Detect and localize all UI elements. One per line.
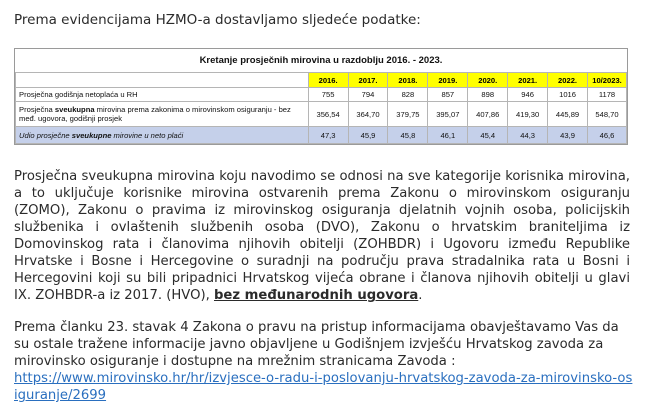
paragraph-end: . bbox=[418, 288, 423, 303]
table-cell: 1178 bbox=[588, 88, 627, 102]
table-cell: 946 bbox=[508, 88, 548, 102]
table-cell: 364,70 bbox=[348, 102, 388, 127]
table-cell: 43,9 bbox=[548, 127, 588, 144]
label-part: Udio prosječne bbox=[19, 130, 72, 140]
table-cell: 395,07 bbox=[428, 102, 468, 127]
row-label bbox=[16, 102, 309, 127]
label-emphasis: sveukupne bbox=[71, 130, 112, 140]
table-cell: 407,86 bbox=[468, 102, 508, 127]
year-header: 2020. bbox=[468, 73, 508, 88]
table-cell: 46,1 bbox=[428, 127, 468, 144]
table-cell: 45,9 bbox=[348, 127, 388, 144]
data-table bbox=[15, 72, 627, 144]
year-header: 2018. bbox=[388, 73, 428, 88]
label-part: mirovine u neto plaći bbox=[111, 130, 184, 140]
year-header: 2021. bbox=[508, 73, 548, 88]
table-cell: 356,54 bbox=[308, 102, 348, 127]
label-emphasis: sveukupna bbox=[54, 105, 95, 114]
paragraph-info-access: Prema članku 23. stavak 4 Zakona o pravu na pristup informacijama obavještavamo Vas da su ostale tražene informacije javno objavljene u Godišnjem izvješću Hrvatskog zavoda za mirovinsko osiguranje i dostupne na mrežnim stranicama Zavoda : bbox=[14, 320, 619, 369]
table-cell: 47,3 bbox=[308, 127, 348, 144]
label-part: mirovina prema zakonima o mirovinskom osiguranju - bez međ. ugovora, godišnji prosjek bbox=[19, 105, 291, 123]
table-row-highlight bbox=[16, 127, 627, 144]
table-cell: 755 bbox=[308, 88, 348, 102]
table-cell: 46,6 bbox=[588, 127, 627, 144]
year-header: 10/2023. bbox=[588, 73, 627, 88]
table-row bbox=[16, 102, 627, 127]
year-header: 2019. bbox=[428, 73, 468, 88]
table-cell: 379,75 bbox=[388, 102, 428, 127]
row-label bbox=[16, 127, 309, 144]
label-part: Prosječna bbox=[19, 105, 55, 114]
report-link[interactable]: https://www.mirovinsko.hr/hr/izvjesce-o-radu-i-poslovanju-hrvatskog-zavoda-za-mirovinsko-osiguranje/2699 bbox=[14, 371, 633, 403]
table-cell: 898 bbox=[468, 88, 508, 102]
pension-table bbox=[14, 48, 628, 145]
year-header: 2017. bbox=[348, 73, 388, 88]
table-row bbox=[16, 88, 627, 102]
row-label: Prosječna godišnja netoplaća u RH bbox=[16, 88, 309, 102]
table-cell: 45,8 bbox=[388, 127, 428, 144]
table-cell: 45,4 bbox=[468, 127, 508, 144]
table-cell: 445,89 bbox=[548, 102, 588, 127]
header-row bbox=[16, 73, 627, 88]
table-cell: 794 bbox=[348, 88, 388, 102]
table-cell: 419,30 bbox=[508, 102, 548, 127]
table-cell: 1016 bbox=[548, 88, 588, 102]
paragraph-pension-scope bbox=[14, 168, 630, 304]
table-cell: 548,70 bbox=[588, 102, 627, 127]
table-title: Kretanje prosječnih mirovina u razdoblju 2016. - 2023. bbox=[199, 55, 443, 66]
paragraph-text: Prosječna sveukupna mirovina koju navodimo se odnosi na sve kategorije korisnika mirovina, a to uključuje korisnike mirovina ostvarenih prema Zakonu o mirovinskom osiguranju (ZOMO), Zakonu o pravima iz mirovinskog osiguranja djelatnih vojnih osoba, policijskih službenika i ovlaštenih službenih osoba (DVO), Zakonu o hrvatskim braniteljima iz Domovinskog rata i članovima njihovih obitelji (ZOHBDR) i Ugovoru između Republike Hrvatske i Bosne i Hercegovine o suradnji na području prava stradalnika rata u Bosni i Hercegovini koji su bili pripadnici Hrvatskog vijeća obrane i članova njihovih obitelji u glavi IX. ZOHBDR-a iz 2017. (HVO), bbox=[14, 169, 630, 303]
year-header: 2016. bbox=[308, 73, 348, 88]
header-blank-cell bbox=[16, 73, 309, 88]
table-cell: 828 bbox=[388, 88, 428, 102]
intro-text: Prema evidencijama HZMO-a dostavljamo sljedeće podatke: bbox=[14, 12, 421, 28]
table-cell: 44,3 bbox=[508, 127, 548, 144]
year-header: 2022. bbox=[548, 73, 588, 88]
table-cell: 857 bbox=[428, 88, 468, 102]
paragraph-emphasis: bez međunarodnih ugovora bbox=[213, 288, 419, 303]
